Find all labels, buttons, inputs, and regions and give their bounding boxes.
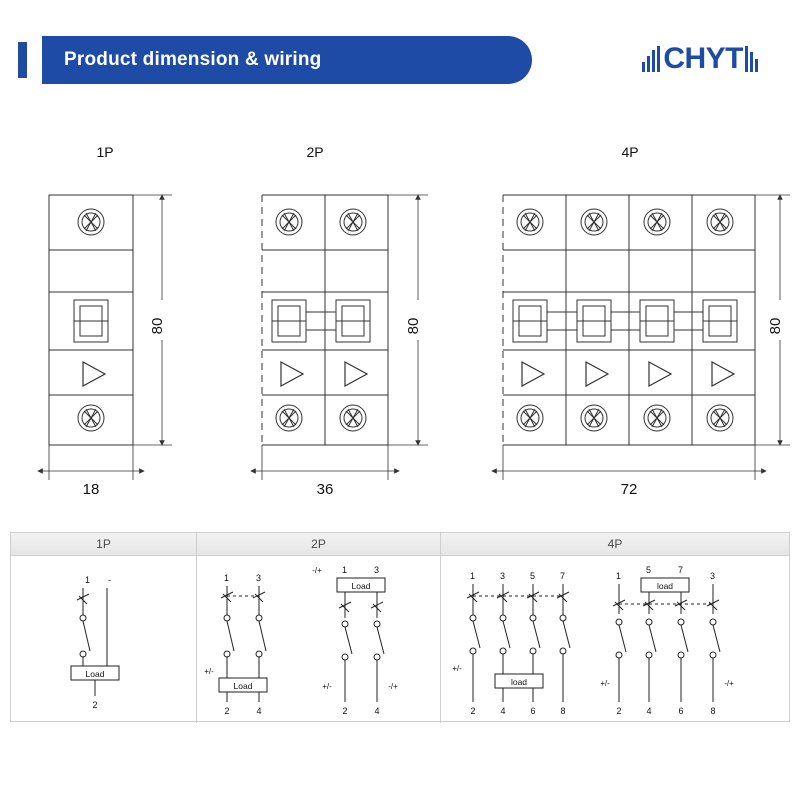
dim-label-1p: 1P [96, 144, 114, 160]
terminal-label-3b: 3 [374, 565, 380, 575]
wiring-cell-2p [197, 556, 441, 723]
polarity-label-a1: +/- [204, 667, 214, 676]
dim-height-4p: 80 [767, 317, 784, 335]
dim-label-2p: 2P [306, 144, 324, 160]
wiring-table-body [11, 556, 789, 723]
terminal-label-4b: 4 [646, 706, 652, 716]
wiring-header-1p: 1P [11, 533, 197, 555]
terminal-label-4: 4 [500, 706, 506, 716]
polarity-label-4pb2: -/+ [724, 679, 734, 688]
terminal-label-8: 8 [560, 706, 566, 716]
terminal-label-2b: 2 [342, 706, 348, 716]
terminal-label-5: 5 [530, 571, 536, 581]
polarity-label-4pa: +/- [452, 664, 462, 673]
terminal-label-1b: 1 [616, 571, 622, 581]
dim-width-1p: 18 [82, 481, 100, 498]
terminal-label-8b: 8 [710, 706, 716, 716]
logo-left-bars-icon [642, 46, 660, 72]
terminal-label-7b: 7 [678, 565, 684, 575]
dimension-svg [0, 140, 800, 520]
dim-height-2p: 80 [405, 317, 422, 335]
wiring-table-header [11, 533, 789, 556]
dimension-drawings [0, 140, 800, 520]
polarity-label-4pb1: +/- [600, 679, 610, 688]
page-title: Product dimension & wiring [64, 49, 322, 70]
terminal-label-1b: 1 [342, 565, 348, 575]
polarity-label-b2: -/+ [388, 682, 398, 691]
wiring-diagram-2p [197, 556, 441, 723]
wiring-diagram-1p [11, 556, 197, 723]
dim-label-4p: 4P [621, 144, 639, 160]
polarity-label-b0: -/+ [312, 566, 322, 575]
terminal-label-3: 3 [256, 573, 262, 583]
wiring-table [10, 532, 790, 722]
terminal-label-4: 4 [256, 706, 262, 716]
load-label-2p-b: Load [351, 581, 371, 591]
wiring-header-2p: 2P [197, 533, 441, 555]
terminal-label-2: 2 [92, 700, 98, 710]
logo-wordmark: CHYT [663, 42, 743, 75]
dim-width-2p: 36 [316, 481, 334, 498]
page-header [0, 30, 800, 94]
neutral-label: - [108, 575, 111, 585]
terminal-label-6: 6 [530, 706, 536, 716]
load-label-1p: Load [85, 669, 105, 679]
dim-height-1p: 80 [149, 317, 166, 335]
wiring-header-4p: 4P [441, 533, 789, 555]
wiring-cell-1p [11, 556, 197, 723]
terminal-label-3b: 3 [710, 571, 716, 581]
terminal-label-2: 2 [224, 706, 230, 716]
load-label-4p-a: load [510, 677, 528, 687]
terminal-label-1: 1 [224, 573, 230, 583]
terminal-label-4b: 4 [374, 706, 380, 716]
terminal-label-1: 1 [470, 571, 476, 581]
brand-logo [642, 42, 758, 76]
dim-width-4p: 72 [620, 481, 638, 498]
header-banner [42, 36, 532, 84]
terminal-label-1: 1 [85, 575, 91, 585]
terminal-label-6b: 6 [678, 706, 684, 716]
logo-right-bars-icon [745, 46, 758, 72]
header-accent-bar [18, 42, 27, 78]
terminal-label-5b: 5 [646, 565, 652, 575]
polarity-label-b1: +/- [322, 682, 332, 691]
wiring-cell-4p [441, 556, 789, 723]
terminal-label-7: 7 [560, 571, 566, 581]
wiring-diagram-4p [441, 556, 789, 723]
load-label-4p-b: load [656, 581, 674, 591]
load-label-2p-a: Load [233, 681, 253, 691]
terminal-label-2: 2 [470, 706, 476, 716]
terminal-label-3: 3 [500, 571, 506, 581]
terminal-label-2b: 2 [616, 706, 622, 716]
